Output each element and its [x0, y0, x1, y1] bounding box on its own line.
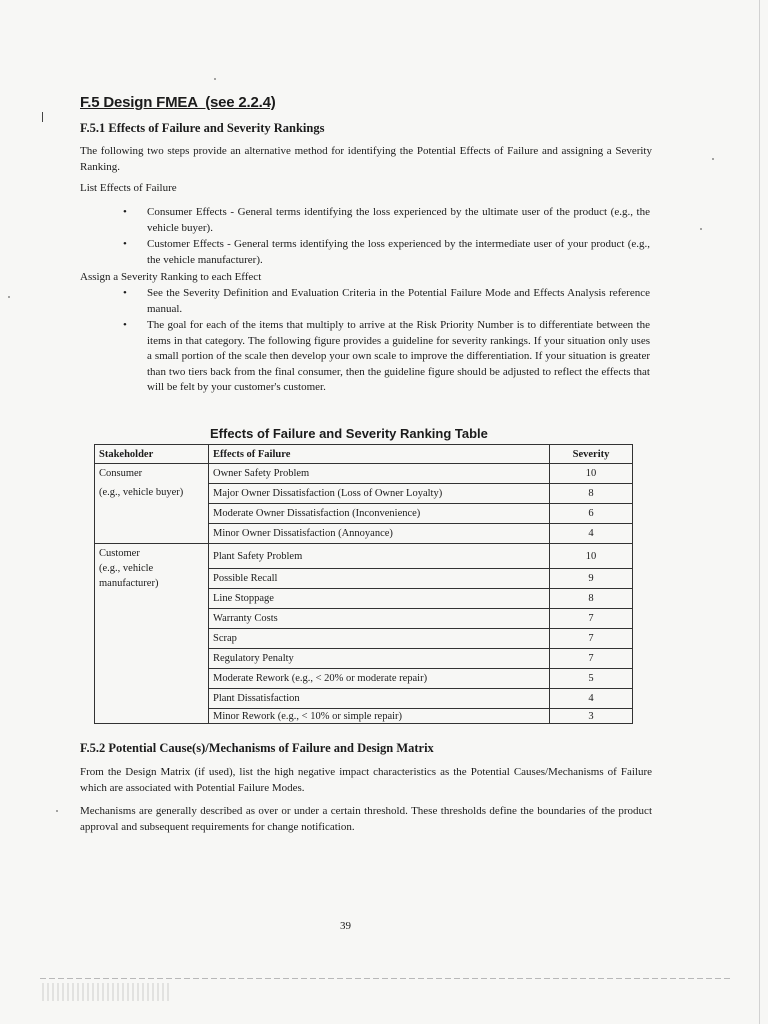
severity-cell: 8	[550, 484, 633, 504]
page-edge	[759, 0, 760, 1024]
effect-cell: Plant Dissatisfaction	[209, 689, 550, 709]
table-row	[95, 544, 633, 569]
table-row	[95, 464, 633, 484]
intro-paragraph: The following two steps provide an alternative method for identifying the Potential Effects of Failure and assigning a Severity Ranking.	[80, 145, 652, 173]
scan-speck	[56, 810, 58, 812]
bullet-consumer-effects	[123, 205, 650, 236]
bullet-dot: •	[123, 319, 127, 331]
stakeholder-note: (e.g., vehicle buyer)	[99, 487, 184, 498]
stakeholder-name: Customer	[99, 548, 140, 559]
page-number: 39	[340, 920, 351, 932]
bullet-text: Consumer Effects - General terms identifying the loss experienced by the ultimate user of the product (e.g., the vehicle buyer).	[147, 206, 650, 234]
bullet-dot: •	[123, 238, 127, 250]
stakeholder-customer	[95, 544, 209, 724]
stakeholder-consumer	[95, 464, 209, 544]
subsection-title-effects: F.5.1 Effects of Failure and Severity Rankings	[80, 121, 325, 135]
bullet-goal-rpn	[123, 318, 650, 396]
severity-cell: 5	[550, 669, 633, 689]
bullet-severity-definition	[123, 286, 650, 317]
effect-cell: Minor Owner Dissatisfaction (Annoyance)	[209, 524, 550, 544]
severity-cell: 10	[550, 544, 633, 569]
header-stakeholder: Stakeholder	[95, 445, 209, 464]
effect-cell: Major Owner Dissatisfaction (Loss of Owner Loyalty)	[209, 484, 550, 504]
bullet-text: Customer Effects - General terms identifying the loss experienced by the intermediate user of your product (e.g., the vehicle manufacturer).	[147, 238, 650, 266]
effect-cell: Regulatory Penalty	[209, 649, 550, 669]
effect-cell: Possible Recall	[209, 569, 550, 589]
effect-cell: Moderate Owner Dissatisfaction (Inconvenience)	[209, 504, 550, 524]
scan-speck	[214, 78, 216, 80]
list-effects-label: List Effects of Failure	[80, 182, 177, 194]
effect-cell: Moderate Rework (e.g., < 20% or moderate repair)	[209, 669, 550, 689]
effect-cell: Scrap	[209, 629, 550, 649]
bullet-text: The goal for each of the items that multiply to arrive at the Risk Priority Number is to differentiate between the items in that category. The following figure provides a guideline for severity rankings. If your situation only uses a small portion of the scale then develop your own scale to improve the differentiation. If your situation is greater than two tiers back from the final consumer, then the guideline figure should be adjusted to reflect the effects that will be felt by your customer's customer.	[147, 319, 650, 394]
scan-speck	[700, 228, 702, 230]
mechanisms-paragraph: Mechanisms are generally described as over or under a certain threshold. These thresholds define the boundaries of the product approval and subsequent requirements for change notification.	[80, 805, 652, 833]
scan-artifact-line	[40, 978, 730, 979]
severity-cell: 3	[550, 709, 633, 724]
effect-cell: Plant Safety Problem	[209, 544, 550, 569]
subsection-title-causes: F.5.2 Potential Cause(s)/Mechanisms of Failure and Design Matrix	[80, 741, 434, 755]
severity-cell: 4	[550, 689, 633, 709]
stakeholder-name: Consumer	[99, 468, 143, 479]
section-heading: F.5 Design FMEA (see 2.2.4)	[80, 94, 276, 111]
design-matrix-paragraph: From the Design Matrix (if used), list the high negative impact characteristics as the Potential Causes/Mechanisms of Failure which are associated with Potential Failure Modes.	[80, 766, 652, 794]
assign-severity-label: Assign a Severity Ranking to each Effect	[80, 271, 262, 283]
table-header-row	[95, 445, 633, 464]
severity-cell: 7	[550, 609, 633, 629]
severity-cell: 6	[550, 504, 633, 524]
stakeholder-note: (e.g., vehicle manufacturer)	[99, 563, 159, 589]
severity-cell: 9	[550, 569, 633, 589]
scan-artifact-noise	[42, 983, 172, 1001]
severity-cell: 7	[550, 629, 633, 649]
effect-cell: Warranty Costs	[209, 609, 550, 629]
severity-ranking-table	[94, 444, 633, 724]
table-title: Effects of Failure and Severity Ranking Table	[210, 426, 488, 441]
effect-cell: Owner Safety Problem	[209, 464, 550, 484]
header-severity: Severity	[550, 445, 633, 464]
effect-cell: Minor Rework (e.g., < 10% or simple repair)	[209, 709, 550, 724]
bullet-customer-effects	[123, 237, 650, 268]
effect-cell: Line Stoppage	[209, 589, 550, 609]
bullet-dot: •	[123, 206, 127, 218]
scan-speck	[8, 296, 10, 298]
severity-cell: 4	[550, 524, 633, 544]
bullet-dot: •	[123, 287, 127, 299]
severity-cell: 8	[550, 589, 633, 609]
header-effects: Effects of Failure	[209, 445, 550, 464]
bullet-text: See the Severity Definition and Evaluation Criteria in the Potential Failure Mode and Effects Analysis reference manual.	[147, 287, 650, 315]
margin-mark	[42, 112, 43, 122]
scan-speck	[712, 158, 714, 160]
severity-cell: 7	[550, 649, 633, 669]
severity-cell: 10	[550, 464, 633, 484]
